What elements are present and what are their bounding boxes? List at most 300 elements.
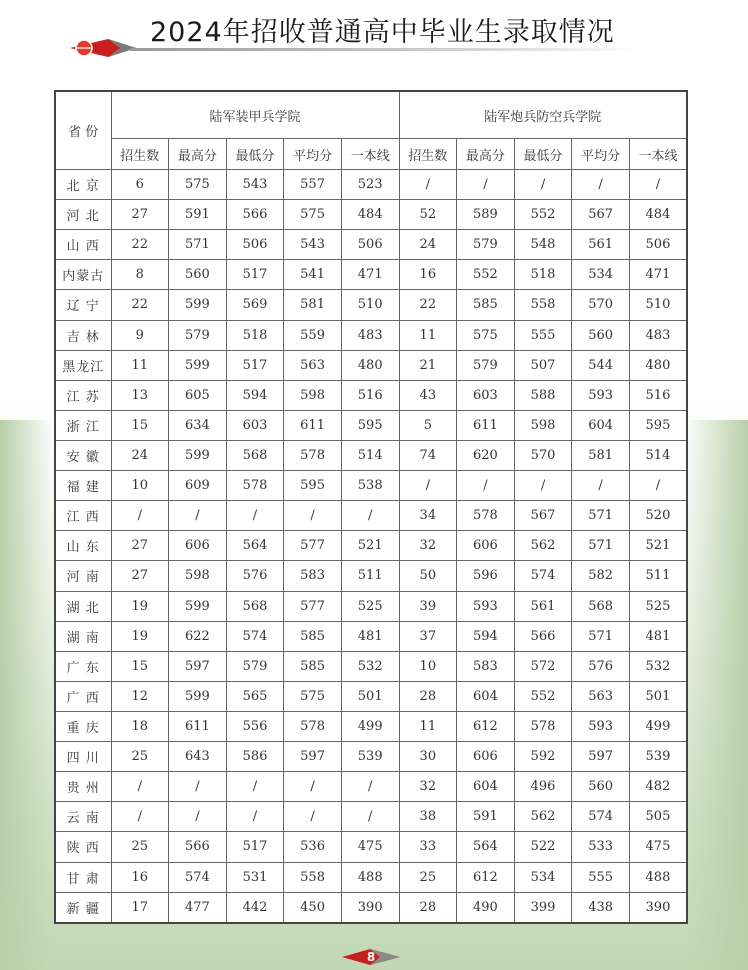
table-cell: 541 bbox=[284, 260, 342, 290]
table-cell: 450 bbox=[284, 892, 342, 923]
province-cell: 内蒙古 bbox=[55, 260, 111, 290]
title-underline bbox=[130, 48, 640, 51]
table-cell: 585 bbox=[284, 621, 342, 651]
column-header: 一本线 bbox=[629, 139, 687, 170]
table-cell: 578 bbox=[226, 471, 284, 501]
table-cell: 481 bbox=[629, 621, 687, 651]
table-cell: / bbox=[457, 170, 515, 200]
table-cell: / bbox=[284, 772, 342, 802]
table-cell: 574 bbox=[514, 561, 572, 591]
table-cell: 499 bbox=[629, 711, 687, 741]
background-shade-right bbox=[686, 420, 748, 970]
table-cell: / bbox=[284, 802, 342, 832]
table-cell: 572 bbox=[514, 651, 572, 681]
province-cell: 浙 江 bbox=[55, 410, 111, 440]
table-cell: 604 bbox=[572, 410, 630, 440]
table-cell: 10 bbox=[111, 471, 169, 501]
table-cell: 539 bbox=[341, 742, 399, 772]
table-cell: 499 bbox=[341, 711, 399, 741]
table-cell: 568 bbox=[572, 591, 630, 621]
table-cell: 604 bbox=[457, 772, 515, 802]
table-cell: 552 bbox=[514, 200, 572, 230]
table-cell: 22 bbox=[399, 290, 457, 320]
table-cell: / bbox=[226, 501, 284, 531]
table-cell: 10 bbox=[399, 651, 457, 681]
table-cell: 520 bbox=[629, 501, 687, 531]
table-cell: 514 bbox=[629, 440, 687, 470]
table-cell: 578 bbox=[457, 501, 515, 531]
table-cell: 518 bbox=[514, 260, 572, 290]
table-row bbox=[55, 772, 687, 802]
table-cell: 471 bbox=[341, 260, 399, 290]
table-cell: 597 bbox=[284, 742, 342, 772]
table-row bbox=[55, 471, 687, 501]
table-cell: 511 bbox=[341, 561, 399, 591]
table-row bbox=[55, 260, 687, 290]
table-cell: 511 bbox=[629, 561, 687, 591]
table-cell: 561 bbox=[514, 591, 572, 621]
table-cell: 532 bbox=[341, 651, 399, 681]
province-cell: 云 南 bbox=[55, 802, 111, 832]
table-cell: 522 bbox=[514, 832, 572, 862]
table-cell: 560 bbox=[169, 260, 227, 290]
table-cell: 475 bbox=[341, 832, 399, 862]
table-cell: 506 bbox=[341, 230, 399, 260]
table-cell: 579 bbox=[457, 350, 515, 380]
province-cell: 重 庆 bbox=[55, 711, 111, 741]
table-cell: 591 bbox=[169, 200, 227, 230]
table-cell: 16 bbox=[111, 862, 169, 892]
table-cell: 599 bbox=[169, 290, 227, 320]
province-cell: 福 建 bbox=[55, 471, 111, 501]
table-cell: 566 bbox=[169, 832, 227, 862]
province-header: 省 份 bbox=[55, 91, 111, 170]
table-cell: 525 bbox=[341, 591, 399, 621]
table-cell: 565 bbox=[226, 681, 284, 711]
province-cell: 广 东 bbox=[55, 651, 111, 681]
province-cell: 江 西 bbox=[55, 501, 111, 531]
table-cell: / bbox=[111, 501, 169, 531]
table-row bbox=[55, 531, 687, 561]
column-header: 最高分 bbox=[457, 139, 515, 170]
table-cell: 506 bbox=[629, 230, 687, 260]
table-cell: 606 bbox=[169, 531, 227, 561]
table-cell: 596 bbox=[457, 561, 515, 591]
table-cell: 505 bbox=[629, 802, 687, 832]
table-cell: 11 bbox=[399, 711, 457, 741]
table-cell: / bbox=[226, 802, 284, 832]
table-cell: 574 bbox=[572, 802, 630, 832]
table-cell: 538 bbox=[341, 471, 399, 501]
page-title: 2024年招收普通高中毕业生录取情况 bbox=[150, 17, 615, 48]
table-cell: 52 bbox=[399, 200, 457, 230]
table-cell: 74 bbox=[399, 440, 457, 470]
table-cell: 521 bbox=[341, 531, 399, 561]
table-cell: 501 bbox=[341, 681, 399, 711]
table-cell: 39 bbox=[399, 591, 457, 621]
table-cell: 518 bbox=[226, 320, 284, 350]
table-cell: 28 bbox=[399, 681, 457, 711]
table-cell: 622 bbox=[169, 621, 227, 651]
table-cell: 558 bbox=[514, 290, 572, 320]
table-cell: 598 bbox=[169, 561, 227, 591]
table-cell: 595 bbox=[284, 471, 342, 501]
table-row bbox=[55, 230, 687, 260]
province-cell: 广 西 bbox=[55, 681, 111, 711]
table-cell: 496 bbox=[514, 772, 572, 802]
table-cell: 606 bbox=[457, 742, 515, 772]
province-cell: 江 苏 bbox=[55, 380, 111, 410]
table-cell: 471 bbox=[629, 260, 687, 290]
table-cell: 514 bbox=[341, 440, 399, 470]
table-cell: 581 bbox=[572, 440, 630, 470]
table-cell: 555 bbox=[572, 862, 630, 892]
column-header: 平均分 bbox=[284, 139, 342, 170]
table-cell: 594 bbox=[226, 380, 284, 410]
table-cell: 603 bbox=[226, 410, 284, 440]
table-cell: / bbox=[629, 170, 687, 200]
table-row bbox=[55, 621, 687, 651]
table-cell: 612 bbox=[457, 862, 515, 892]
table-cell: 19 bbox=[111, 591, 169, 621]
table-cell: 585 bbox=[457, 290, 515, 320]
table-cell: 536 bbox=[284, 832, 342, 862]
table-cell: 475 bbox=[629, 832, 687, 862]
table-row bbox=[55, 320, 687, 350]
table-cell: 597 bbox=[572, 742, 630, 772]
table-cell: 561 bbox=[572, 230, 630, 260]
table-cell: 611 bbox=[169, 711, 227, 741]
table-cell: 12 bbox=[111, 681, 169, 711]
table-cell: 612 bbox=[457, 711, 515, 741]
table-cell: 25 bbox=[399, 862, 457, 892]
table-row bbox=[55, 651, 687, 681]
table-cell: 488 bbox=[629, 862, 687, 892]
table-cell: 598 bbox=[284, 380, 342, 410]
table-cell: / bbox=[341, 501, 399, 531]
table-cell: 567 bbox=[514, 501, 572, 531]
table-row bbox=[55, 290, 687, 320]
table-cell: / bbox=[226, 772, 284, 802]
province-cell: 湖 南 bbox=[55, 621, 111, 651]
table-cell: 576 bbox=[572, 651, 630, 681]
table-cell: 11 bbox=[111, 350, 169, 380]
province-cell: 河 北 bbox=[55, 200, 111, 230]
table-cell: 534 bbox=[572, 260, 630, 290]
table-cell: 609 bbox=[169, 471, 227, 501]
table-cell: 579 bbox=[169, 320, 227, 350]
table-cell: / bbox=[399, 471, 457, 501]
table-row bbox=[55, 832, 687, 862]
table-row bbox=[55, 501, 687, 531]
table-cell: 552 bbox=[457, 260, 515, 290]
table-cell: / bbox=[457, 471, 515, 501]
province-cell: 河 南 bbox=[55, 561, 111, 591]
table-cell: 611 bbox=[284, 410, 342, 440]
table-cell: 50 bbox=[399, 561, 457, 591]
table-cell: 562 bbox=[514, 802, 572, 832]
table-row bbox=[55, 380, 687, 410]
column-header: 招生数 bbox=[111, 139, 169, 170]
table-cell: 27 bbox=[111, 200, 169, 230]
table-row bbox=[55, 200, 687, 230]
table-cell: 571 bbox=[572, 501, 630, 531]
page-number: 8 bbox=[366, 950, 376, 964]
table-cell: / bbox=[629, 471, 687, 501]
table-cell: 567 bbox=[572, 200, 630, 230]
table-cell: 593 bbox=[572, 380, 630, 410]
table-cell: 620 bbox=[457, 440, 515, 470]
school-header-artillery: 陆军炮兵防空兵学院 bbox=[399, 91, 687, 139]
table-row bbox=[55, 170, 687, 200]
table-cell: 16 bbox=[399, 260, 457, 290]
table-cell: 589 bbox=[457, 200, 515, 230]
table-cell: / bbox=[169, 802, 227, 832]
table-cell: / bbox=[169, 501, 227, 531]
table-cell: 490 bbox=[457, 892, 515, 923]
table-cell: 38 bbox=[399, 802, 457, 832]
table-cell: 560 bbox=[572, 772, 630, 802]
table-cell: 483 bbox=[629, 320, 687, 350]
table-cell: 606 bbox=[457, 531, 515, 561]
table-cell: 579 bbox=[457, 230, 515, 260]
province-cell: 山 东 bbox=[55, 531, 111, 561]
table-row bbox=[55, 561, 687, 591]
table-cell: 582 bbox=[572, 561, 630, 591]
table-cell: 510 bbox=[341, 290, 399, 320]
table-cell: 575 bbox=[169, 170, 227, 200]
table-cell: 18 bbox=[111, 711, 169, 741]
table-cell: 488 bbox=[341, 862, 399, 892]
table-cell: 30 bbox=[399, 742, 457, 772]
table-cell: 578 bbox=[284, 440, 342, 470]
table-cell: 523 bbox=[341, 170, 399, 200]
table-cell: 22 bbox=[111, 230, 169, 260]
table-cell: 604 bbox=[457, 681, 515, 711]
table-cell: 557 bbox=[284, 170, 342, 200]
table-cell: 481 bbox=[341, 621, 399, 651]
table-cell: 11 bbox=[399, 320, 457, 350]
table-cell: 501 bbox=[629, 681, 687, 711]
table-cell: 483 bbox=[341, 320, 399, 350]
table-cell: 569 bbox=[226, 290, 284, 320]
table-row bbox=[55, 711, 687, 741]
table-cell: 599 bbox=[169, 681, 227, 711]
table-cell: 533 bbox=[572, 832, 630, 862]
table-cell: 521 bbox=[629, 531, 687, 561]
table-cell: 33 bbox=[399, 832, 457, 862]
table-cell: 477 bbox=[169, 892, 227, 923]
province-cell: 黑龙江 bbox=[55, 350, 111, 380]
table-cell: 611 bbox=[457, 410, 515, 440]
table-cell: 577 bbox=[284, 591, 342, 621]
column-header: 最低分 bbox=[226, 139, 284, 170]
table-row bbox=[55, 591, 687, 621]
table-cell: 558 bbox=[284, 862, 342, 892]
table-cell: / bbox=[572, 170, 630, 200]
background-shade-left bbox=[0, 420, 52, 970]
table-cell: 19 bbox=[111, 621, 169, 651]
table-cell: 531 bbox=[226, 862, 284, 892]
school-header-armored: 陆军装甲兵学院 bbox=[111, 91, 399, 139]
province-cell: 四 川 bbox=[55, 742, 111, 772]
table-cell: 525 bbox=[629, 591, 687, 621]
table-cell: / bbox=[514, 471, 572, 501]
table-cell: 37 bbox=[399, 621, 457, 651]
table-cell: / bbox=[399, 170, 457, 200]
table-cell: 634 bbox=[169, 410, 227, 440]
table-cell: 564 bbox=[226, 531, 284, 561]
province-cell: 辽 宁 bbox=[55, 290, 111, 320]
table-cell: 579 bbox=[226, 651, 284, 681]
column-header: 最高分 bbox=[169, 139, 227, 170]
table-cell: 599 bbox=[169, 440, 227, 470]
table-cell: 578 bbox=[514, 711, 572, 741]
table-cell: 576 bbox=[226, 561, 284, 591]
table-cell: 575 bbox=[284, 681, 342, 711]
table-cell: 570 bbox=[514, 440, 572, 470]
table-cell: 603 bbox=[457, 380, 515, 410]
table-cell: 534 bbox=[514, 862, 572, 892]
table-cell: 390 bbox=[629, 892, 687, 923]
column-header: 最低分 bbox=[514, 139, 572, 170]
table-cell: 482 bbox=[629, 772, 687, 802]
table-cell: 599 bbox=[169, 350, 227, 380]
table-cell: 571 bbox=[572, 621, 630, 651]
table-cell: 595 bbox=[341, 410, 399, 440]
table-cell: / bbox=[284, 501, 342, 531]
table-cell: 517 bbox=[226, 832, 284, 862]
table-cell: / bbox=[111, 772, 169, 802]
table-cell: 562 bbox=[514, 531, 572, 561]
sub-header-row bbox=[55, 139, 687, 170]
table-cell: 571 bbox=[572, 531, 630, 561]
province-cell: 北 京 bbox=[55, 170, 111, 200]
table-cell: 510 bbox=[629, 290, 687, 320]
table-cell: / bbox=[111, 802, 169, 832]
table-cell: 15 bbox=[111, 651, 169, 681]
table-cell: 28 bbox=[399, 892, 457, 923]
table-cell: 506 bbox=[226, 230, 284, 260]
table-cell: / bbox=[169, 772, 227, 802]
table-cell: 6 bbox=[111, 170, 169, 200]
table-cell: 583 bbox=[457, 651, 515, 681]
admission-table bbox=[54, 90, 688, 924]
table-row bbox=[55, 892, 687, 923]
table-cell: 516 bbox=[629, 380, 687, 410]
table-cell: 532 bbox=[629, 651, 687, 681]
table-cell: 578 bbox=[284, 711, 342, 741]
table-cell: 484 bbox=[629, 200, 687, 230]
table-cell: 643 bbox=[169, 742, 227, 772]
column-header: 平均分 bbox=[572, 139, 630, 170]
table-cell: 568 bbox=[226, 591, 284, 621]
table-cell: 22 bbox=[111, 290, 169, 320]
table-cell: 564 bbox=[457, 832, 515, 862]
table-cell: 568 bbox=[226, 440, 284, 470]
table-cell: 605 bbox=[169, 380, 227, 410]
table-row bbox=[55, 802, 687, 832]
table-cell: 25 bbox=[111, 742, 169, 772]
table-cell: 544 bbox=[572, 350, 630, 380]
table-cell: 24 bbox=[111, 440, 169, 470]
table-cell: 32 bbox=[399, 531, 457, 561]
table-row bbox=[55, 862, 687, 892]
table-cell: 539 bbox=[629, 742, 687, 772]
table-cell: 598 bbox=[514, 410, 572, 440]
table-cell: 543 bbox=[284, 230, 342, 260]
table-cell: 583 bbox=[284, 561, 342, 591]
table-cell: 594 bbox=[457, 621, 515, 651]
table-cell: 563 bbox=[572, 681, 630, 711]
table-cell: 560 bbox=[572, 320, 630, 350]
province-cell: 吉 林 bbox=[55, 320, 111, 350]
table-cell: 548 bbox=[514, 230, 572, 260]
table-cell: / bbox=[572, 471, 630, 501]
table-cell: 25 bbox=[111, 832, 169, 862]
table-cell: 588 bbox=[514, 380, 572, 410]
table-row bbox=[55, 681, 687, 711]
table-cell: 577 bbox=[284, 531, 342, 561]
table-cell: 517 bbox=[226, 260, 284, 290]
table-cell: 574 bbox=[169, 862, 227, 892]
table-cell: 484 bbox=[341, 200, 399, 230]
table-cell: 8 bbox=[111, 260, 169, 290]
table-row bbox=[55, 440, 687, 470]
table-cell: 13 bbox=[111, 380, 169, 410]
table-cell: / bbox=[341, 802, 399, 832]
table-cell: 438 bbox=[572, 892, 630, 923]
table-cell: 592 bbox=[514, 742, 572, 772]
table-cell: 566 bbox=[514, 621, 572, 651]
column-header: 招生数 bbox=[399, 139, 457, 170]
table-cell: 599 bbox=[169, 591, 227, 621]
table-cell: 21 bbox=[399, 350, 457, 380]
table-cell: 516 bbox=[341, 380, 399, 410]
table-cell: 566 bbox=[226, 200, 284, 230]
table-cell: 480 bbox=[341, 350, 399, 380]
province-cell: 新 疆 bbox=[55, 892, 111, 923]
table-cell: 9 bbox=[111, 320, 169, 350]
table-row bbox=[55, 350, 687, 380]
table-cell: 593 bbox=[457, 591, 515, 621]
table-cell: 552 bbox=[514, 681, 572, 711]
table-cell: 575 bbox=[284, 200, 342, 230]
province-cell: 安 徽 bbox=[55, 440, 111, 470]
table-cell: 15 bbox=[111, 410, 169, 440]
table-cell: 563 bbox=[284, 350, 342, 380]
table-body bbox=[55, 170, 687, 924]
table-cell: 27 bbox=[111, 531, 169, 561]
table-cell: 390 bbox=[341, 892, 399, 923]
table-cell: 34 bbox=[399, 501, 457, 531]
table-cell: 595 bbox=[629, 410, 687, 440]
table-cell: 442 bbox=[226, 892, 284, 923]
table-row bbox=[55, 410, 687, 440]
header-emblem-icon bbox=[68, 36, 138, 60]
table-cell: 597 bbox=[169, 651, 227, 681]
table-cell: 555 bbox=[514, 320, 572, 350]
province-cell: 贵 州 bbox=[55, 772, 111, 802]
table-cell: / bbox=[514, 170, 572, 200]
province-cell: 陕 西 bbox=[55, 832, 111, 862]
table-cell: 591 bbox=[457, 802, 515, 832]
table-cell: 27 bbox=[111, 561, 169, 591]
province-cell: 甘 肃 bbox=[55, 862, 111, 892]
table-cell: 43 bbox=[399, 380, 457, 410]
table-cell: 507 bbox=[514, 350, 572, 380]
table-cell: 575 bbox=[457, 320, 515, 350]
